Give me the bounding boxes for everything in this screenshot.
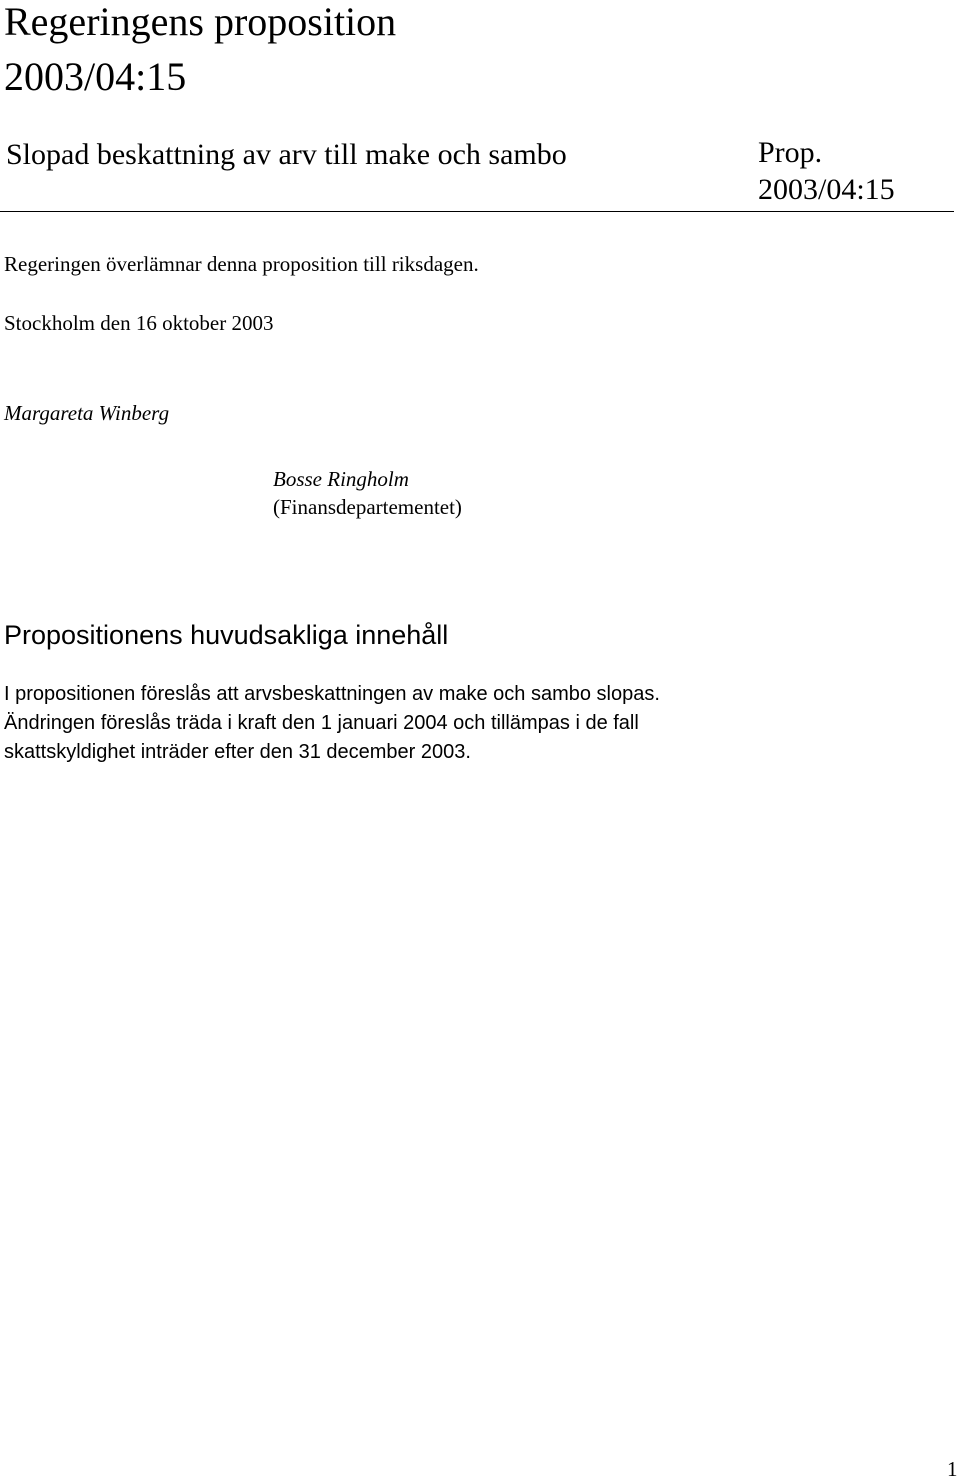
prop-label: Prop. — [758, 136, 823, 169]
signature-prime-minister-deputy: Margareta Winberg — [4, 401, 170, 425]
prop-number: 2003/04:15 — [758, 173, 895, 206]
document-title-line-1: Regeringens proposition — [4, 0, 397, 44]
summary-text-line: Ändringen föreslås träda i kraft den 1 januari 2004 och tillämpas i de fall — [4, 712, 639, 734]
document-subtitle: Slopad beskattning av arv till make och sambo — [6, 138, 567, 171]
place-and-date: Stockholm den 16 oktober 2003 — [4, 311, 274, 335]
page-number: 1 — [947, 1457, 958, 1481]
ministry-name: (Finansdepartementet) — [273, 495, 462, 519]
summary-text-line: skattskyldighet inträder efter den 31 december 2003. — [4, 741, 471, 763]
document-title-line-2: 2003/04:15 — [4, 54, 187, 99]
summary-text-line: I propositionen föreslås att arvsbeskattningen av make och sambo slopas. — [4, 683, 660, 705]
signature-minister: Bosse Ringholm — [273, 467, 409, 491]
handover-statement: Regeringen överlämnar denna proposition till riksdagen. — [4, 252, 479, 276]
header-divider — [0, 211, 954, 212]
summary-heading: Propositionens huvudsakliga innehåll — [4, 620, 449, 650]
